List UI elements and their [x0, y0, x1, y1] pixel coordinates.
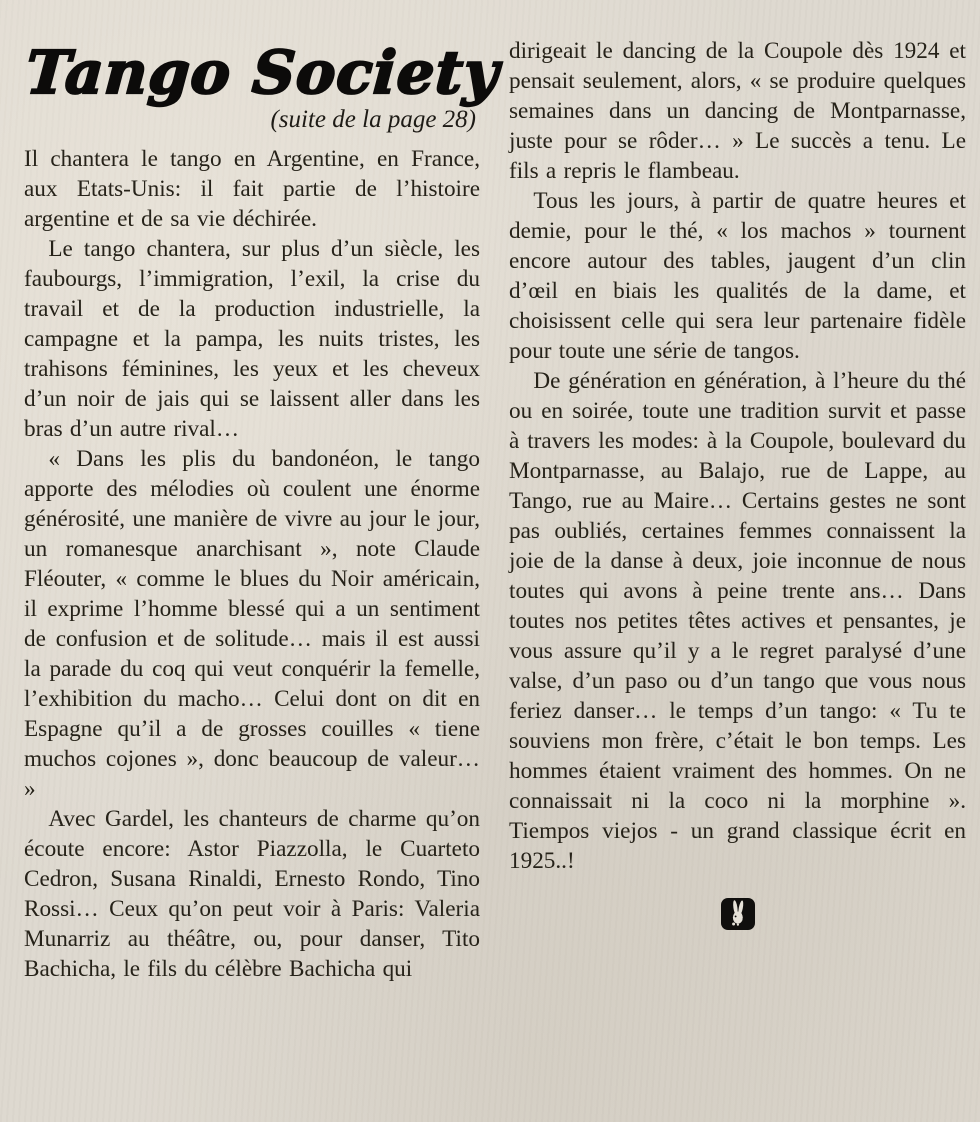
right-column [509, 36, 966, 930]
left-column [23, 38, 502, 984]
article-subtitle: (suite de la page 28) [270, 106, 476, 133]
article-paragraph: Tous les jours, à partir de quatre heures et demie, pour le thé, « los machos » tournent encore autour des tables, jaugent d’un clin d’œil en biais les qualités de la dame, et choisissent celle qui sera leur partenaire fidèle pour toute une série de tangos. [509, 188, 966, 364]
article-paragraph: Il chantera le tango en Argentine, en France, aux Etats-Unis: il fait partie de l’histoire argentine et de sa vie déchirée. [24, 146, 480, 232]
right-column-text [509, 36, 966, 876]
end-mark [509, 898, 966, 930]
article-paragraph: « Dans les plis du bandonéon, le tango apporte des mélodies où coulent une énorme générosité, une manière de vivre au jour le jour, un romanesque anarchisant », note Claude Fléouter, « comme le blues du Noir américain, il exprime l’homme blessé qui a un sentiment de confusion et de solitude… mais il est aussi la parade du coq qui veut conquérir la femelle, l’exhibition du macho… Celui dont on dit en Espagne qu’il a de grosses couilles « tiene muchos cojones », donc beaucoup de valeur… » [24, 446, 480, 802]
article-paragraph: Avec Gardel, les chanteurs de charme qu’on écoute encore: Astor Piazzolla, le Cuarteto Cedron, Susana Rinaldi, Ernesto Rondo, Tino Rossi… Ceux qu’on peut voir à Paris: Valeria Munarriz au théâtre, ou, pour danser, Tito Bachicha, le fils du célèbre Bachicha qui [24, 806, 480, 982]
article-paragraph: dirigeait le dancing de la Coupole dès 1924 et pensait seulement, alors, « se produire quelques semaines dans un dancing de Montparnasse, juste pour se rôder… » Le succès a tenu. Le fils a repris le flambeau. [509, 38, 966, 184]
left-column-text [24, 144, 480, 984]
playboy-bunny-icon [721, 898, 755, 930]
article-paragraph: De génération en génération, à l’heure du thé ou en soirée, toute une tradition survit et passe à travers les modes: à la Coupole, boulevard du Montparnasse, au Balajo, rue de Lappe, au Tango, rue au Maire… Certains gestes ne sont pas oubliés, certaines femmes connaissent la joie de la danse à deux, joie inconnue de nous toutes qui avons à peine trente ans… Dans toutes nos petites têtes actives et pensantes, je vous assure qu’il y a le regret paralysé d’une valse, d’un paso ou d’un tango que vous nous feriez danser… le temps d’un tango: « Tu te souviens mon frère, c’était le bon temps. Les hommes étaient vraiment des hommes. On ne connaissait ni la coco ni la morphine ». Tiempos viejos - un grand classique écrit en 1925..! [509, 368, 966, 874]
article-paragraph: Le tango chantera, sur plus d’un siècle, les faubourgs, l’immigration, l’exil, la crise du travail et de la production industrielle, la campagne et la pampa, les nuits tristes, les trahisons féminines, les yeux et les cheveux d’un noir de jais qui se laissent aller dans les bras d’un autre rival… [24, 236, 480, 442]
article-title: Tango Society [23, 38, 502, 107]
